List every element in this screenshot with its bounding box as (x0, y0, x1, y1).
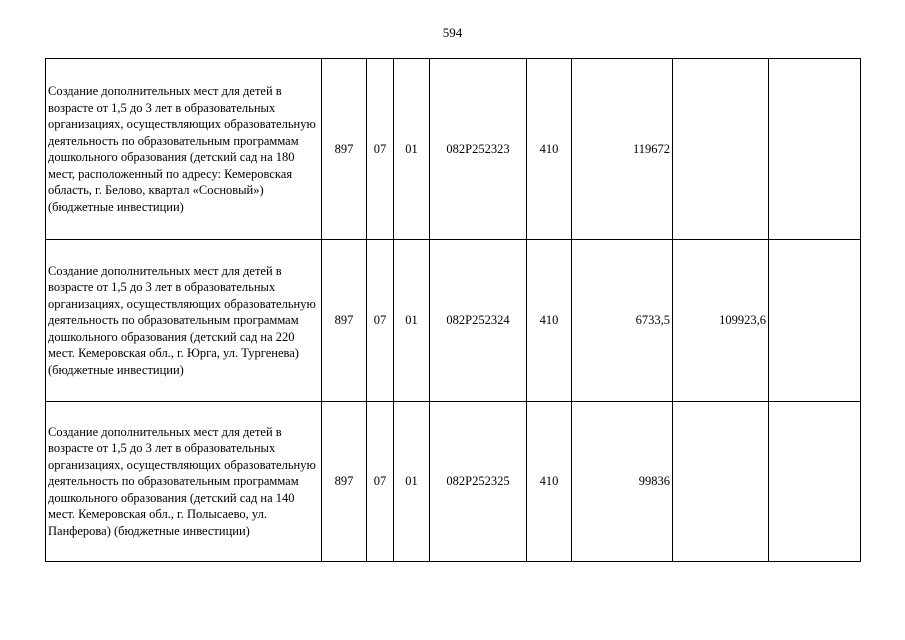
amount-2-cell (673, 59, 769, 240)
target-article-cell: 082P252324 (430, 240, 527, 402)
expense-type-cell: 410 (527, 59, 572, 240)
budget-table (45, 58, 861, 562)
amount-2-cell (673, 402, 769, 562)
expense-type-cell: 410 (527, 240, 572, 402)
table-row (46, 240, 861, 402)
expense-name-cell: Создание дополнительных мест для детей в возрасте от 1,5 до 3 лет в образовательных организациях, осуществляющих образовательную деятельность по образовательным программам дошкольного образования (детский сад на 180 мест, расположенный по адресу: Кемеровская область, г. Белово, квартал «Сосновый») (бюджетные инвестиции) (46, 59, 322, 240)
target-article-cell: 082P252323 (430, 59, 527, 240)
page-number: 594 (442, 25, 463, 40)
amount-1-cell: 6733,5 (572, 240, 673, 402)
section-code-cell: 07 (367, 402, 394, 562)
table-row (46, 402, 861, 562)
amount-1-cell: 119672 (572, 59, 673, 240)
expense-name-cell: Создание дополнительных мест для детей в возрасте от 1,5 до 3 лет в образовательных организациях, осуществляющих образовательную деятельность по образовательным программам дошкольного образования (детский сад на 140 мест. Кемеровская обл., г. Полысаево, ул. Панферова) (бюджетные инвестиции) (46, 402, 322, 562)
subsection-code-cell: 01 (394, 402, 430, 562)
subsection-code-cell: 01 (394, 59, 430, 240)
expense-type-cell: 410 (527, 402, 572, 562)
table-row (46, 59, 861, 240)
amount-3-cell (769, 402, 861, 562)
amount-3-cell (769, 240, 861, 402)
section-code-cell: 07 (367, 59, 394, 240)
subsection-code-cell: 01 (394, 240, 430, 402)
expense-name-cell: Создание дополнительных мест для детей в возрасте от 1,5 до 3 лет в образовательных организациях, осуществляющих образовательную деятельность по образовательным программам дошкольного образования (детский сад на 220 мест. Кемеровская обл., г. Юрга, ул. Тургенева) (бюджетные инвестиции) (46, 240, 322, 402)
amount-3-cell (769, 59, 861, 240)
section-code-cell: 07 (367, 240, 394, 402)
amount-2-cell: 109923,6 (673, 240, 769, 402)
ministry-code-cell: 897 (322, 59, 367, 240)
target-article-cell: 082P252325 (430, 402, 527, 562)
ministry-code-cell: 897 (322, 240, 367, 402)
amount-1-cell: 99836 (572, 402, 673, 562)
ministry-code-cell: 897 (322, 402, 367, 562)
